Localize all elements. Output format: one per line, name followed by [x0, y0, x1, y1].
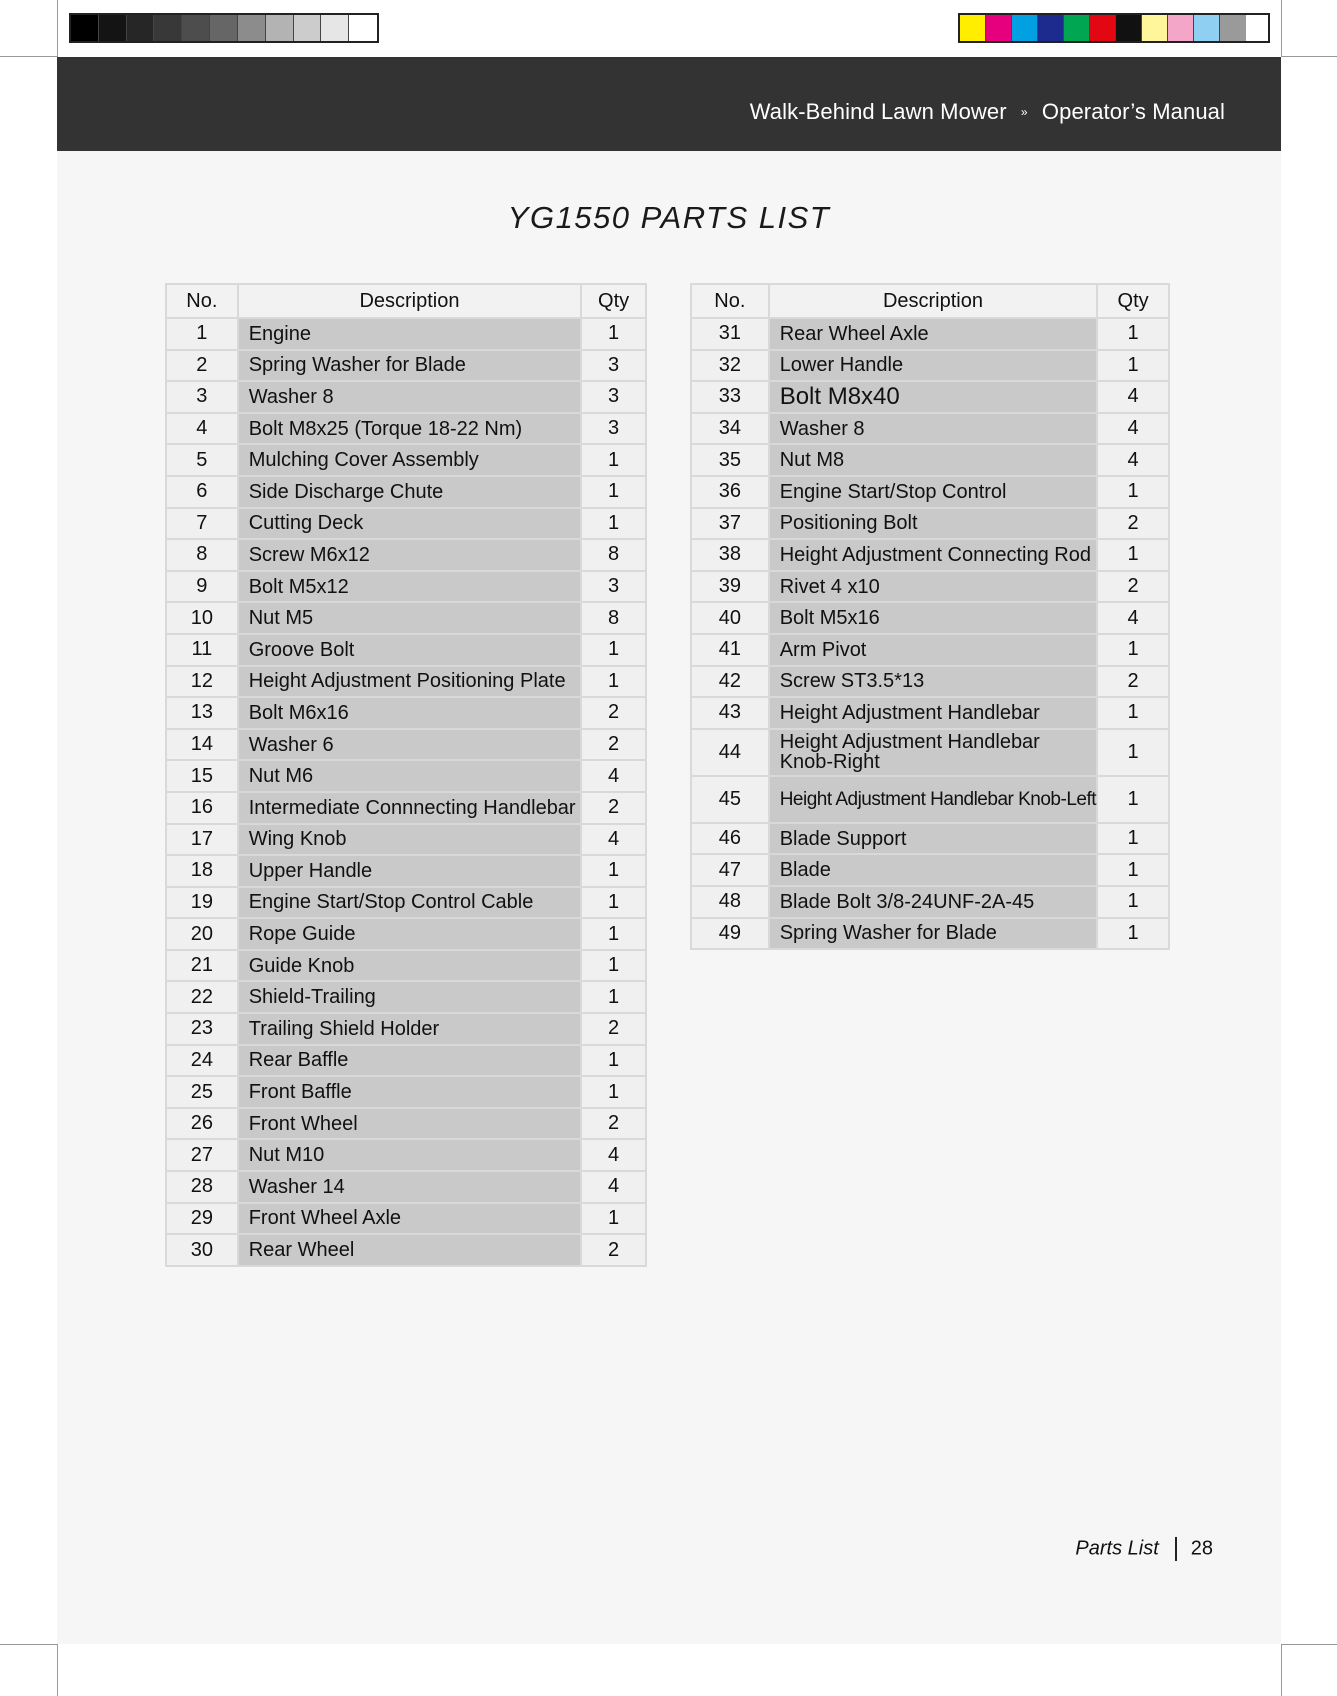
- part-description-cell: Nut M8: [769, 444, 1098, 476]
- part-number-cell: 42: [691, 666, 769, 698]
- part-quantity-cell: 1: [581, 634, 646, 666]
- calibration-swatch: [960, 15, 986, 41]
- table-row: [691, 854, 1169, 886]
- part-description-cell: Blade: [769, 854, 1098, 886]
- table-row: [166, 571, 646, 603]
- part-number-cell: 28: [166, 1171, 238, 1203]
- part-number-cell: 40: [691, 602, 769, 634]
- part-quantity-cell: 2: [581, 1013, 646, 1045]
- part-number-cell: 49: [691, 918, 769, 950]
- part-quantity-cell: 4: [1097, 413, 1169, 445]
- part-description-cell: Front Wheel: [238, 1108, 581, 1140]
- part-quantity-cell: 1: [581, 887, 646, 919]
- table-header-row: [166, 284, 646, 318]
- part-quantity-cell: 1: [1097, 476, 1169, 508]
- table-row: [691, 571, 1169, 603]
- table-row: [166, 539, 646, 571]
- part-number-cell: 27: [166, 1139, 238, 1171]
- trim-mark: [57, 1644, 58, 1696]
- part-number-cell: 36: [691, 476, 769, 508]
- table-row: [166, 413, 646, 445]
- manual-name: Walk-Behind Lawn Mower: [749, 99, 1007, 124]
- part-number-cell: 17: [166, 824, 238, 856]
- part-description-cell: Front Wheel Axle: [238, 1203, 581, 1235]
- part-number-cell: 29: [166, 1203, 238, 1235]
- column-header-description: Description: [769, 284, 1098, 318]
- part-description-cell: Bolt M5x12: [238, 571, 581, 603]
- part-description-cell: Groove Bolt: [238, 634, 581, 666]
- part-description-cell: Lower Handle: [769, 350, 1098, 382]
- part-number-cell: 23: [166, 1013, 238, 1045]
- part-description-cell: Side Discharge Chute: [238, 476, 581, 508]
- part-number-cell: 6: [166, 476, 238, 508]
- page-footer: [1075, 1537, 1213, 1561]
- part-number-cell: 48: [691, 886, 769, 918]
- part-description-cell: Rivet 4 x10: [769, 571, 1098, 603]
- part-number-cell: 26: [166, 1108, 238, 1140]
- part-quantity-cell: 1: [1097, 854, 1169, 886]
- table-row: [166, 918, 646, 950]
- calibration-swatch: [71, 15, 99, 41]
- part-description-cell: Height Adjustment Positioning Plate: [238, 666, 581, 698]
- part-quantity-cell: 3: [581, 571, 646, 603]
- part-number-cell: 43: [691, 697, 769, 729]
- part-quantity-cell: 2: [1097, 508, 1169, 540]
- part-number-cell: 32: [691, 350, 769, 382]
- part-description-cell: Bolt M8x40: [769, 381, 1098, 413]
- table-row: [166, 444, 646, 476]
- table-row: [691, 823, 1169, 855]
- part-quantity-cell: 4: [581, 760, 646, 792]
- calibration-swatch: [182, 15, 210, 41]
- page-title: YG1550 PARTS LIST: [507, 200, 831, 235]
- part-number-cell: 45: [691, 776, 769, 823]
- part-description-cell: Bolt M8x25 (Torque 18-22 Nm): [238, 413, 581, 445]
- part-quantity-cell: 4: [1097, 381, 1169, 413]
- calibration-swatch: [321, 15, 349, 41]
- column-header-description: Description: [238, 284, 581, 318]
- part-number-cell: 1: [166, 318, 238, 350]
- calibration-swatch: [1220, 15, 1246, 41]
- page-number: 28: [1190, 1537, 1213, 1560]
- part-quantity-cell: 2: [581, 792, 646, 824]
- table-row: [166, 1171, 646, 1203]
- part-number-cell: 15: [166, 760, 238, 792]
- part-quantity-cell: 2: [581, 697, 646, 729]
- table-row: [166, 1013, 646, 1045]
- part-description-cell: Blade Bolt 3/8-24UNF-2A-45: [769, 886, 1098, 918]
- table-row: [166, 666, 646, 698]
- part-number-cell: 39: [691, 571, 769, 603]
- part-description-cell: Height Adjustment Handlebar: [769, 697, 1098, 729]
- table-row: [166, 824, 646, 856]
- part-number-cell: 25: [166, 1076, 238, 1108]
- calibration-swatch: [154, 15, 182, 41]
- table-row: [166, 855, 646, 887]
- part-description-cell: Positioning Bolt: [769, 508, 1098, 540]
- part-quantity-cell: 1: [581, 918, 646, 950]
- table-row: [691, 602, 1169, 634]
- calibration-swatch: [986, 15, 1012, 41]
- part-description-cell: Bolt M6x16: [238, 697, 581, 729]
- part-number-cell: 8: [166, 539, 238, 571]
- part-description-cell: Front Baffle: [238, 1076, 581, 1108]
- part-quantity-cell: 4: [1097, 602, 1169, 634]
- trim-mark: [0, 1644, 57, 1645]
- manual-page: [57, 57, 1281, 1644]
- parts-table-left: [165, 283, 647, 1267]
- part-quantity-cell: 2: [581, 1234, 646, 1266]
- calibration-swatch: [127, 15, 155, 41]
- part-quantity-cell: 1: [581, 1076, 646, 1108]
- calibration-swatch: [1038, 15, 1064, 41]
- table-row: [691, 666, 1169, 698]
- running-header: [750, 99, 1225, 125]
- calibration-swatch: [1142, 15, 1168, 41]
- header-separator: »: [1020, 105, 1028, 119]
- part-number-cell: 34: [691, 413, 769, 445]
- table-row: [166, 792, 646, 824]
- part-quantity-cell: 3: [581, 381, 646, 413]
- calibration-swatch: [1168, 15, 1194, 41]
- part-description-cell: Cutting Deck: [238, 508, 581, 540]
- table-row: [166, 950, 646, 982]
- part-description-cell: Spring Washer for Blade: [238, 350, 581, 382]
- part-quantity-cell: 1: [1097, 318, 1169, 350]
- part-quantity-cell: 4: [1097, 444, 1169, 476]
- part-number-cell: 37: [691, 508, 769, 540]
- calibration-swatch: [99, 15, 127, 41]
- table-row: [691, 318, 1169, 350]
- part-description-cell: Nut M10: [238, 1139, 581, 1171]
- part-quantity-cell: 8: [581, 602, 646, 634]
- footer-section-name: Parts List: [1075, 1537, 1159, 1560]
- column-header-qty: Qty: [581, 284, 646, 318]
- part-description-cell: Height Adjustment Handlebar Knob-Left: [769, 776, 1098, 823]
- trim-mark: [1281, 0, 1282, 57]
- part-description-cell: Intermediate Connnecting Handlebar: [238, 792, 581, 824]
- calibration-swatch: [1012, 15, 1038, 41]
- part-number-cell: 7: [166, 508, 238, 540]
- part-quantity-cell: 1: [1097, 697, 1169, 729]
- part-description-cell: Rear Wheel: [238, 1234, 581, 1266]
- table-row: [691, 634, 1169, 666]
- table-row: [166, 602, 646, 634]
- part-number-cell: 44: [691, 729, 769, 776]
- table-row: [691, 886, 1169, 918]
- table-row: [166, 1045, 646, 1077]
- part-number-cell: 4: [166, 413, 238, 445]
- part-description-cell: Washer 8: [769, 413, 1098, 445]
- trim-mark: [57, 0, 58, 57]
- table-row: [166, 634, 646, 666]
- part-number-cell: 38: [691, 539, 769, 571]
- part-quantity-cell: 1: [581, 950, 646, 982]
- table-row: [691, 776, 1169, 823]
- table-row: [166, 1076, 646, 1108]
- trim-mark: [1281, 56, 1337, 57]
- part-description-cell: Engine Start/Stop Control: [769, 476, 1098, 508]
- table-row: [166, 381, 646, 413]
- grayscale-calibration-strip: [69, 13, 379, 43]
- part-number-cell: 12: [166, 666, 238, 698]
- part-quantity-cell: 1: [1097, 886, 1169, 918]
- part-number-cell: 16: [166, 792, 238, 824]
- table-row: [691, 918, 1169, 950]
- part-quantity-cell: 1: [1097, 823, 1169, 855]
- calibration-swatch: [210, 15, 238, 41]
- calibration-swatch: [1064, 15, 1090, 41]
- part-quantity-cell: 1: [581, 666, 646, 698]
- part-quantity-cell: 2: [1097, 571, 1169, 603]
- table-row: [166, 697, 646, 729]
- table-row: [691, 697, 1169, 729]
- table-row: [691, 729, 1169, 776]
- table-row: [166, 318, 646, 350]
- part-description-cell: Washer 8: [238, 381, 581, 413]
- table-row: [166, 981, 646, 1013]
- part-number-cell: 46: [691, 823, 769, 855]
- table-row: [166, 476, 646, 508]
- part-number-cell: 10: [166, 602, 238, 634]
- part-quantity-cell: 2: [581, 729, 646, 761]
- part-number-cell: 35: [691, 444, 769, 476]
- calibration-swatch: [294, 15, 322, 41]
- part-description-cell: Wing Knob: [238, 824, 581, 856]
- part-description-cell: Shield-Trailing: [238, 981, 581, 1013]
- part-number-cell: 30: [166, 1234, 238, 1266]
- part-number-cell: 20: [166, 918, 238, 950]
- part-number-cell: 47: [691, 854, 769, 886]
- part-quantity-cell: 1: [1097, 350, 1169, 382]
- part-description-cell: Engine Start/Stop Control Cable: [238, 887, 581, 919]
- part-description-cell: Screw ST3.5*13: [769, 666, 1098, 698]
- part-number-cell: 2: [166, 350, 238, 382]
- part-number-cell: 31: [691, 318, 769, 350]
- part-number-cell: 14: [166, 729, 238, 761]
- part-number-cell: 21: [166, 950, 238, 982]
- calibration-swatch: [349, 15, 377, 41]
- table-row: [166, 1139, 646, 1171]
- part-quantity-cell: 8: [581, 539, 646, 571]
- table-row: [691, 539, 1169, 571]
- table-header-row: [691, 284, 1169, 318]
- table-row: [166, 1234, 646, 1266]
- column-header-no: No.: [691, 284, 769, 318]
- part-quantity-cell: 1: [581, 981, 646, 1013]
- part-description-cell: Rope Guide: [238, 918, 581, 950]
- table-row: [166, 729, 646, 761]
- part-quantity-cell: 1: [581, 1203, 646, 1235]
- column-header-no: No.: [166, 284, 238, 318]
- part-description-cell: Trailing Shield Holder: [238, 1013, 581, 1045]
- part-description-cell: Height Adjustment Handlebar Knob-Right: [769, 729, 1098, 776]
- calibration-swatch: [1090, 15, 1116, 41]
- part-description-cell: Washer 14: [238, 1171, 581, 1203]
- part-description-cell: Bolt M5x16: [769, 602, 1098, 634]
- table-row: [166, 350, 646, 382]
- table-row: [166, 887, 646, 919]
- parts-table-right: [690, 283, 1170, 950]
- part-number-cell: 13: [166, 697, 238, 729]
- part-quantity-cell: 3: [581, 350, 646, 382]
- column-header-qty: Qty: [1097, 284, 1169, 318]
- part-quantity-cell: 4: [581, 1171, 646, 1203]
- part-quantity-cell: 1: [581, 1045, 646, 1077]
- part-quantity-cell: 1: [581, 318, 646, 350]
- part-quantity-cell: 1: [1097, 634, 1169, 666]
- table-row: [691, 350, 1169, 382]
- table-row: [691, 444, 1169, 476]
- part-description-cell: Mulching Cover Assembly: [238, 444, 581, 476]
- part-description-cell: Guide Knob: [238, 950, 581, 982]
- part-quantity-cell: 1: [1097, 776, 1169, 823]
- part-number-cell: 41: [691, 634, 769, 666]
- part-number-cell: 5: [166, 444, 238, 476]
- table-row: [691, 413, 1169, 445]
- part-description-cell: Arm Pivot: [769, 634, 1098, 666]
- document-type: Operator’s Manual: [1041, 99, 1225, 124]
- part-number-cell: 33: [691, 381, 769, 413]
- trim-mark: [1281, 1644, 1282, 1696]
- part-description-cell: Screw M6x12: [238, 539, 581, 571]
- part-quantity-cell: 1: [581, 855, 646, 887]
- footer-divider: [1175, 1537, 1177, 1561]
- page-header: [57, 57, 1281, 151]
- part-description-cell: Rear Baffle: [238, 1045, 581, 1077]
- part-number-cell: 24: [166, 1045, 238, 1077]
- table-row: [166, 1203, 646, 1235]
- part-number-cell: 19: [166, 887, 238, 919]
- part-description-cell: Height Adjustment Connecting Rod: [769, 539, 1098, 571]
- part-number-cell: 11: [166, 634, 238, 666]
- part-quantity-cell: 2: [581, 1108, 646, 1140]
- part-quantity-cell: 1: [581, 508, 646, 540]
- calibration-swatch: [238, 15, 266, 41]
- part-number-cell: 22: [166, 981, 238, 1013]
- calibration-swatch: [266, 15, 294, 41]
- table-row: [691, 381, 1169, 413]
- part-description-cell: Nut M5: [238, 602, 581, 634]
- part-number-cell: 3: [166, 381, 238, 413]
- part-quantity-cell: 1: [1097, 539, 1169, 571]
- part-quantity-cell: 1: [1097, 729, 1169, 776]
- color-calibration-strip: [958, 13, 1270, 43]
- part-quantity-cell: 1: [1097, 918, 1169, 950]
- trim-mark: [0, 56, 57, 57]
- part-quantity-cell: 2: [1097, 666, 1169, 698]
- part-quantity-cell: 4: [581, 824, 646, 856]
- table-row: [166, 760, 646, 792]
- part-description-cell: Spring Washer for Blade: [769, 918, 1098, 950]
- part-number-cell: 18: [166, 855, 238, 887]
- table-row: [691, 476, 1169, 508]
- part-description-cell: Rear Wheel Axle: [769, 318, 1098, 350]
- table-row: [691, 508, 1169, 540]
- part-description-cell: Engine: [238, 318, 581, 350]
- calibration-swatch: [1194, 15, 1220, 41]
- part-number-cell: 9: [166, 571, 238, 603]
- trim-mark: [1281, 1644, 1337, 1645]
- part-quantity-cell: 1: [581, 444, 646, 476]
- part-description-cell: Nut M6: [238, 760, 581, 792]
- part-quantity-cell: 3: [581, 413, 646, 445]
- part-description-cell: Washer 6: [238, 729, 581, 761]
- part-description-cell: Upper Handle: [238, 855, 581, 887]
- part-quantity-cell: 4: [581, 1139, 646, 1171]
- part-quantity-cell: 1: [581, 476, 646, 508]
- table-row: [166, 1108, 646, 1140]
- part-description-cell: Blade Support: [769, 823, 1098, 855]
- calibration-swatch: [1116, 15, 1142, 41]
- table-row: [166, 508, 646, 540]
